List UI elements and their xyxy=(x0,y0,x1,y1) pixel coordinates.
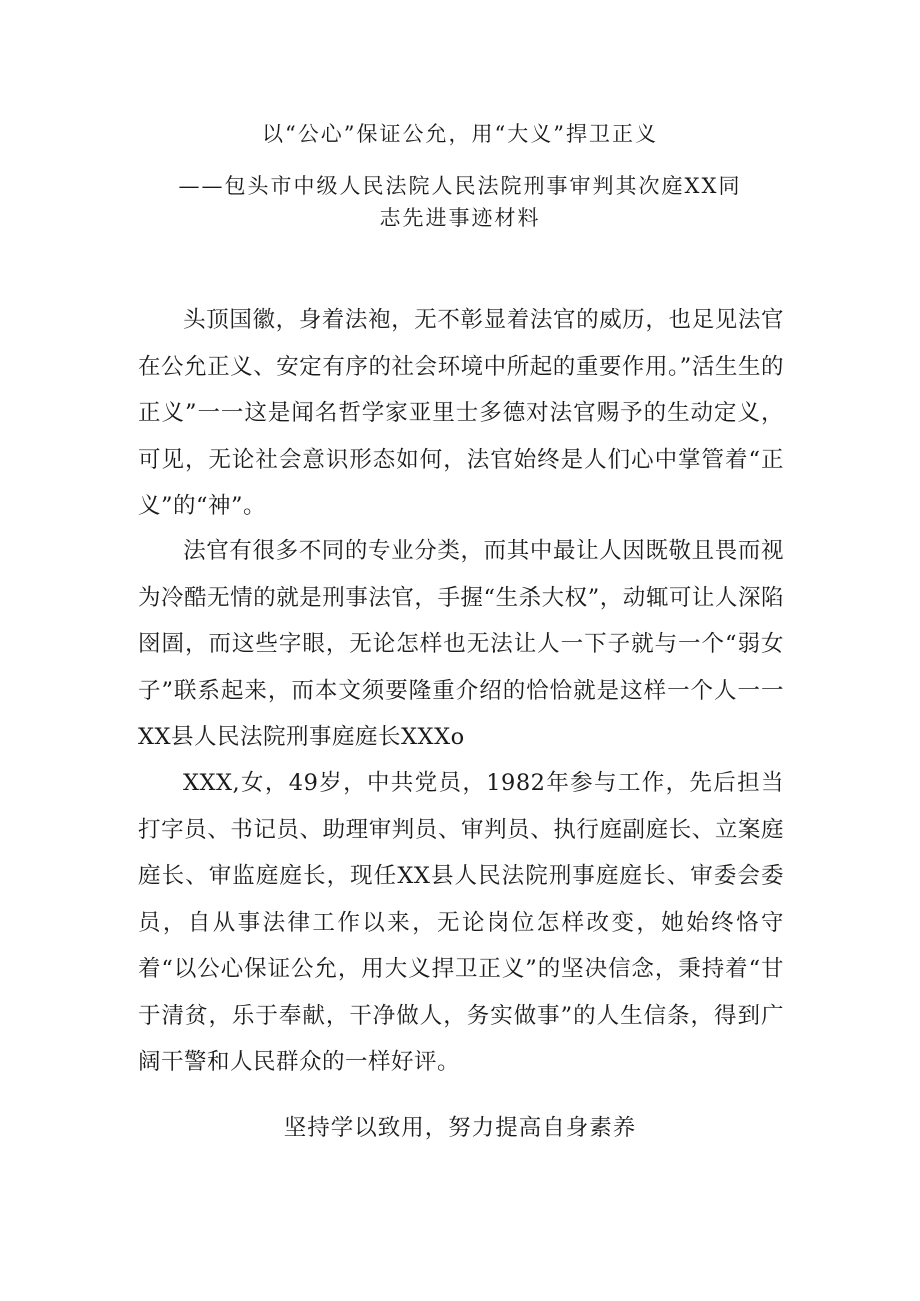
paragraph-1-text: 头顶国徽，身着法袍，无不彰显着法官的威历，也足见法官在公允正义、安定有序的社会环境中所起的重要作用。”活生生的正义”一一这是闻名哲学家亚里士多德对法官赐予的生动定义，可见，无论社会意识形态如何，法官始终是人们心中掌管着“正义”的“神”。 xyxy=(138,307,784,519)
paragraph-3 xyxy=(138,760,784,1086)
document-subtitle-line1: ——包头市中级人民法院人民法院刑事审判其次庭XX同 xyxy=(178,174,742,198)
document-subtitle-line2: 志先进事迹材料 xyxy=(379,206,541,230)
paragraph-2-text: 法官有很多不同的专业分类，而其中最让人因既敬且畏而视为冷酷无情的就是刑事法官，手握“生杀大权”，动辄可让人深陷囹圄，而这些字眼，无论怎样也无法让人一下子就与一个“弱女子”联系起来，而本文须要隆重介绍的恰恰就是这样一个人一一XX县人民法院刑事庭庭长XXXo xyxy=(138,538,784,750)
document-title: 以“公心”保证公允，用“大义”捍卫正义 xyxy=(262,122,658,146)
paragraph-2 xyxy=(138,528,784,761)
section-heading: 坚持学以致用，努力提高自身素养 xyxy=(283,1115,637,1141)
paragraph-3-text: XXX,女，49岁，中共党员，1982年参与工作，先后担当打字员、书记员、助理审判员、审判员、执行庭副庭长、立案庭庭长、审监庭庭长，现任XX县人民法院刑事庭庭长、审委会委员，自从事法律工作以来，无论岗位怎样改变，她始终恪守着“以公心保证公允，用大义捍卫正义”的坚决信念，秉持着“甘于清贫，乐于奉献，干净做人，务实做事”的人生信条，得到广阔干警和人民群众的一样好评。 xyxy=(138,770,784,1075)
paragraph-1 xyxy=(138,297,784,530)
